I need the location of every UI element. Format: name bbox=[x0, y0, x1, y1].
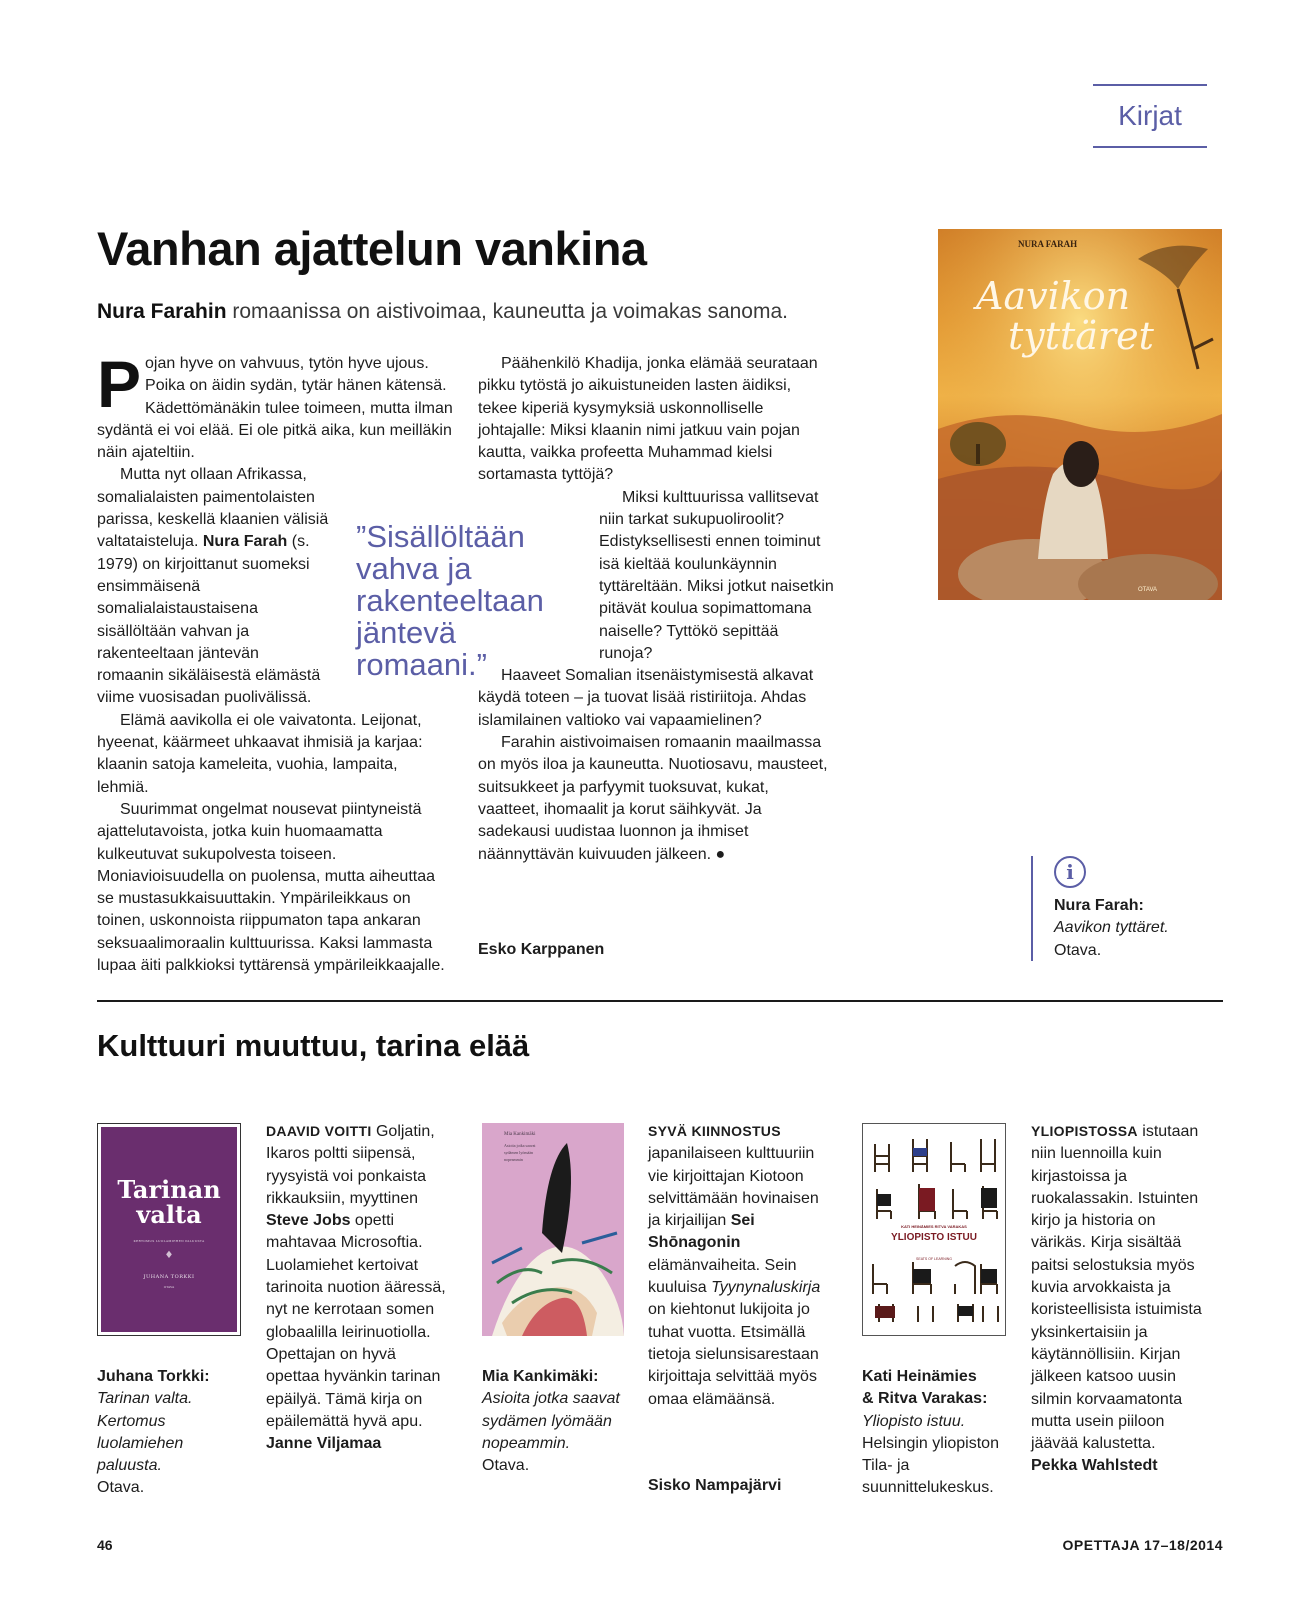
info-title: Aavikon tyttäret. bbox=[1054, 919, 1169, 937]
book-cover-aavikon-tyttaret bbox=[938, 229, 1222, 600]
review-body: on kiehtonut lukijoita jo tuhat vuotta. Etsimällä tietoja sielunsisarestaan kirjoittaja selvittää myös omaa elämäänsä. bbox=[648, 1301, 819, 1408]
book-cover-asioita bbox=[482, 1123, 624, 1336]
review-byline: Sisko Nampajärvi bbox=[648, 1477, 782, 1494]
cover-illustration bbox=[938, 229, 1222, 600]
book-cover-yliopisto-istuu bbox=[862, 1123, 1006, 1336]
review-lead: DAAVID VOITTI bbox=[266, 1123, 372, 1139]
cover-title: YLIOPISTO ISTUU bbox=[891, 1232, 977, 1243]
review-lead: SYVÄ KIINNOSTUS bbox=[648, 1123, 781, 1139]
cover-publisher: OTAVA bbox=[1138, 587, 1158, 593]
cover-title-line-1: Tarinan bbox=[117, 1175, 221, 1204]
review-credit bbox=[482, 1366, 632, 1477]
paragraph-text: (s. 1979) on kirjoittanut suomeksi ensimmäisenä somalialaistaustaisena sisällöltään vahvan ja rakenteeltaan jäntevän romaanin sikäläisestä elämästä viime vuosisadan puolivälissä. bbox=[97, 533, 321, 707]
credit-publisher: Otava. bbox=[97, 1479, 145, 1497]
info-icon: i bbox=[1054, 856, 1086, 888]
subhead-text: romaanissa on aistivoimaa, kauneutta ja voimakas sanoma. bbox=[226, 300, 788, 323]
cover-publisher: OTAVA bbox=[163, 1285, 175, 1289]
paragraph: Haaveet Somalian itsenäistymisestä alkavat käydä toteen – ja tuovat lisää ristiriitoja. Ahdas islamilainen valtioko vai vapaamielinen? bbox=[478, 667, 814, 729]
paragraph-text: Farahin aistivoimaisen romaanin maailmassa on myös iloa ja kauneutta. Nuotiosavu, mausteet, suitsukkeet ja parfyymit tuoksuvat, kukat, vaatteet, ihomaalit ja korut säihkyvät. Ja sadekausi uudistaa luonnon ja ihmiset näännyttävän kuivuuden jälkeen. bbox=[478, 734, 828, 863]
article-headline: Vanhan ajattelun vankina bbox=[97, 222, 647, 275]
review-name: Steve Jobs bbox=[266, 1212, 351, 1230]
review-book-title: Tyynynaluskirja bbox=[711, 1279, 821, 1297]
article-subhead bbox=[97, 300, 788, 324]
review-credit bbox=[97, 1366, 247, 1500]
info-author: Nura Farah: bbox=[1054, 897, 1144, 914]
section-separator bbox=[97, 1000, 1223, 1002]
review-name: Sei Shōnagonin bbox=[648, 1212, 755, 1252]
review-byline: Pekka Wahlstedt bbox=[1031, 1457, 1158, 1475]
cover-title: Asioita jotka saavat sydämen lyömään nopeammin bbox=[504, 1143, 536, 1162]
cover-subtitle: SEATS OF LEARNING bbox=[916, 1257, 952, 1261]
credit-publisher: Otava. bbox=[482, 1457, 530, 1475]
credit-title: Asioita jotka saavat sydämen lyömään nopeammin. bbox=[482, 1390, 620, 1452]
paragraph bbox=[97, 464, 330, 709]
subhead-author: Nura Farahin bbox=[97, 300, 227, 323]
pull-quote: ”Sisällöltään vahva ja rakenteeltaan jäntevä romaani.” bbox=[356, 519, 544, 682]
cover-authors: KATI HEINÄMIES RITVA VARAKAS bbox=[901, 1224, 967, 1229]
paragraph: Suurimmat ongelmat nousevat piintyneistä ajattelutavoista, jotka kuin huomaamatta kulkeutuvat sukupolvesta toiseen. Moniavioisuudella on puolensa, mutta aiheuttaa se mustasukkaisuuttakin. Ympärileikkaus on toinen, uskonnoista riippumaton tapa ankaran seksuaalimoraalin kulttuurissa. Kaksi lammasta lupaa äiti palkkioksi tyttärensä ympärileikkaajalle. bbox=[97, 800, 445, 975]
review-body: opetti mahtavaa Microsoftia. Luolamiehet kertoivat tarinoita nuotion ääressä, nyt ne kerrotaan somen globaalilla leirinuotiolla. Opettajan on hyvä opettaa hyvänkin tarinan epäilyä. Tämä kirja on epäilemättä hyvä apu. bbox=[266, 1212, 446, 1430]
review-byline: Janne Viljamaa bbox=[266, 1435, 382, 1453]
paragraph bbox=[478, 732, 834, 866]
review-body: elämänvaiheita. Sein kuuluisa bbox=[648, 1256, 797, 1297]
cover-author: NURA FARAH bbox=[1018, 239, 1078, 249]
review-body: Goljatin, Ikaros poltti siipensä, ryysyistä voi ponkaista rikkauksiin, myyttinen bbox=[266, 1123, 435, 1207]
info-publisher: Otava. bbox=[1054, 941, 1102, 959]
credit-publisher: Helsingin yliopiston Tila- ja suunnittelukeskus. bbox=[862, 1434, 999, 1497]
author-name: Nura Farah bbox=[202, 533, 288, 551]
credit-author: Juhana Torkki: bbox=[97, 1368, 210, 1385]
article-column-2 bbox=[478, 353, 834, 866]
cover-title-line-2: valta bbox=[136, 1200, 202, 1229]
end-mark: ● bbox=[715, 845, 726, 863]
paragraph-text: ojan hyve on vahvuus, tytön hyve ujous. Poika on äidin sydän, tytär hänen kätensä. Kädettömänäkin tulee toimeen, mutta ilman sydäntä ei voi elää. Ei ole pitkä aika, kun meilläkin näin ajateltiin. bbox=[97, 355, 453, 462]
magazine-issue: OPETTAJA 17–18/2014 bbox=[1062, 1537, 1223, 1553]
credit-author: Kati Heinämies bbox=[862, 1368, 977, 1385]
review-text bbox=[648, 1120, 822, 1411]
review-credit bbox=[862, 1366, 1012, 1500]
paragraph: Elämä aavikolla ei ole vaivatonta. Leijonat, hyeenat, käärmeet uhkaavat ihmisiä ja karjaa: klaanin satoja kameleita, vuohia, lampaita, lehmiä. bbox=[97, 711, 423, 796]
review-body: istutaan niin luennoilla kuin kirjastoissa ja ruokalassakin. Istuinten kirjo ja historia on värikäs. Kirja sisältää paitsi selostuksia myös kuvia arvokkaista ja koristeellisista istuimista yksinkertaisiin ja käytännöllisiin. Kirjan jälkeen katsoo uusin silmin korvaamatonta mutta usein piiloon jäävää kalustetta. bbox=[1031, 1123, 1202, 1453]
article-byline: Esko Karppanen bbox=[478, 941, 605, 958]
review-text bbox=[266, 1120, 446, 1455]
drop-cap: P bbox=[97, 347, 142, 421]
info-box bbox=[1054, 895, 1214, 962]
paragraph: Miksi kulttuurissa vallitsevat niin tarkat sukupuoliroolit? Edistyksellisesti ennen toiminut isä kieltää koulunkäynnin tyttäreltään. Miksi jotkut naisetkin pitävät koulua sopimattomana naiselle? Tyttökö sepittää runoja? bbox=[599, 488, 834, 662]
cover-subtitle: KERTOMUS LUOLAMIEHEN PALUUSTA bbox=[133, 1239, 205, 1243]
paragraph bbox=[97, 347, 453, 464]
section-headline: Kulttuuri muuttuu, tarina elää bbox=[97, 1028, 530, 1063]
cover-title-line-1: Aavikon bbox=[976, 274, 1131, 318]
flame-icon: ♦ bbox=[164, 1250, 174, 1261]
cover-title-line-2: tyttäret bbox=[1008, 314, 1154, 358]
credit-author: Mia Kankimäki: bbox=[482, 1368, 599, 1385]
credit-title: Tarinan valta. Kertomus luolamiehen paluusta. bbox=[97, 1390, 193, 1475]
review-text bbox=[1031, 1120, 1213, 1478]
credit-title: Yliopisto istuu. bbox=[862, 1412, 966, 1430]
info-rule bbox=[1031, 856, 1033, 961]
cover-author: Mia Kankimäki bbox=[504, 1132, 536, 1137]
page-number: 46 bbox=[97, 1537, 113, 1553]
review-lead: YLIOPISTOSSA bbox=[1031, 1123, 1138, 1139]
book-cover-tarinan-valta bbox=[97, 1123, 241, 1336]
section-tag: Kirjat bbox=[1093, 84, 1207, 148]
paragraph-text: Mutta nyt ollaan Afrikassa, somalialaisten paimentolaisten parissa, keskellä klaanien välisiä valtataisteluja. bbox=[97, 466, 329, 551]
credit-author: & Ritva Varakas: bbox=[862, 1390, 988, 1408]
chairs-illustration bbox=[863, 1124, 1005, 1335]
review-body: japanilaiseen kulttuuriin vie kirjoittajan Kiotoon selvittämään hovinaisen ja kirjailijan bbox=[648, 1145, 819, 1230]
cover-author: JUHANA TORKKI bbox=[143, 1274, 195, 1280]
paragraph: Päähenkilö Khadija, jonka elämää seurataan pikku tytöstä jo aikuistuneiden lasten äidiksi, tekee kiperiä kysymyksiä uskonnolliselle johtajalle: Miksi klaanin nimi jatkuu vain pojan kautta, vaikka profeetta Muhammad kielsi sortamasta tyttöjä? bbox=[478, 355, 818, 484]
